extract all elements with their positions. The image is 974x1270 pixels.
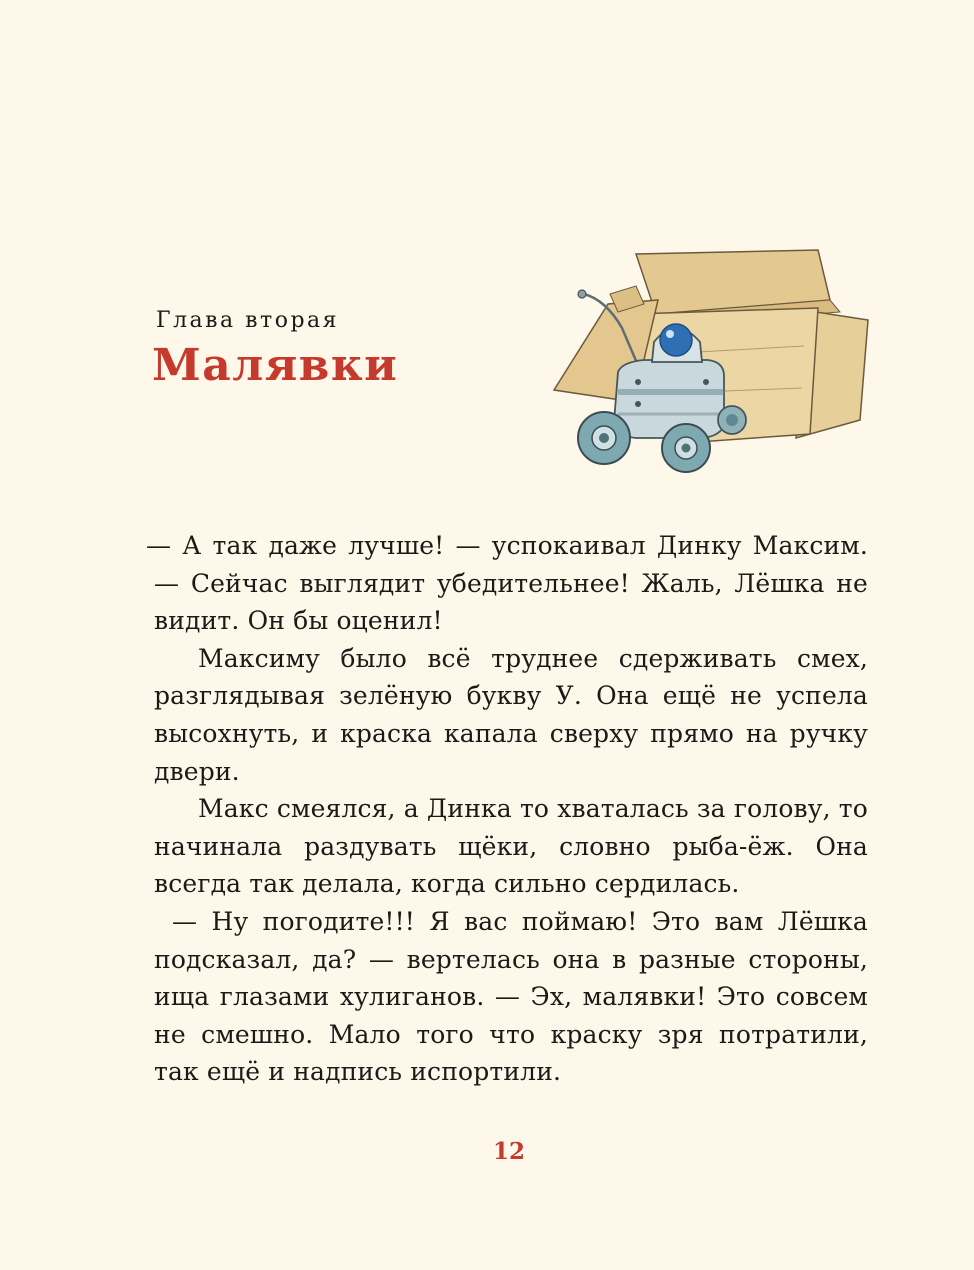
chapter-label: Глава вторая bbox=[156, 308, 340, 333]
body-text bbox=[146, 527, 868, 1091]
paragraph: Максиму было всё труднее сдерживать смех, разглядывая зелёную букву У. Она ещё не успела высохнуть, и краска капала сверху прямо на ручку двери. bbox=[154, 643, 868, 786]
paragraph: — Ну погодите!!! Я вас поймаю! Это вам Лёшка подсказал, да? — вертелась она в разные стороны, ища глазами хулиганов. — Эх, малявки! Это совсем не смешно. Мало того что краску зря потратили, так ещё и надпись испортили. bbox=[154, 906, 868, 1087]
robot-rover-with-cardboard-box-illustration bbox=[548, 242, 874, 478]
paragraph: Макс смеялся, а Динка то хваталась за голову, то начинала раздувать щёки, словно рыба-ёж. Она всегда так делала, когда сильно сердилась. bbox=[154, 794, 868, 899]
paragraph: — А так даже лучше! — успокаивал Динку Максим. — Сейчас выглядит убедительнее! Жаль, Лёшка не видит. Он бы оценил! bbox=[146, 531, 868, 636]
page-number: 12 bbox=[492, 1138, 525, 1165]
chapter-title: Малявки bbox=[152, 340, 399, 391]
